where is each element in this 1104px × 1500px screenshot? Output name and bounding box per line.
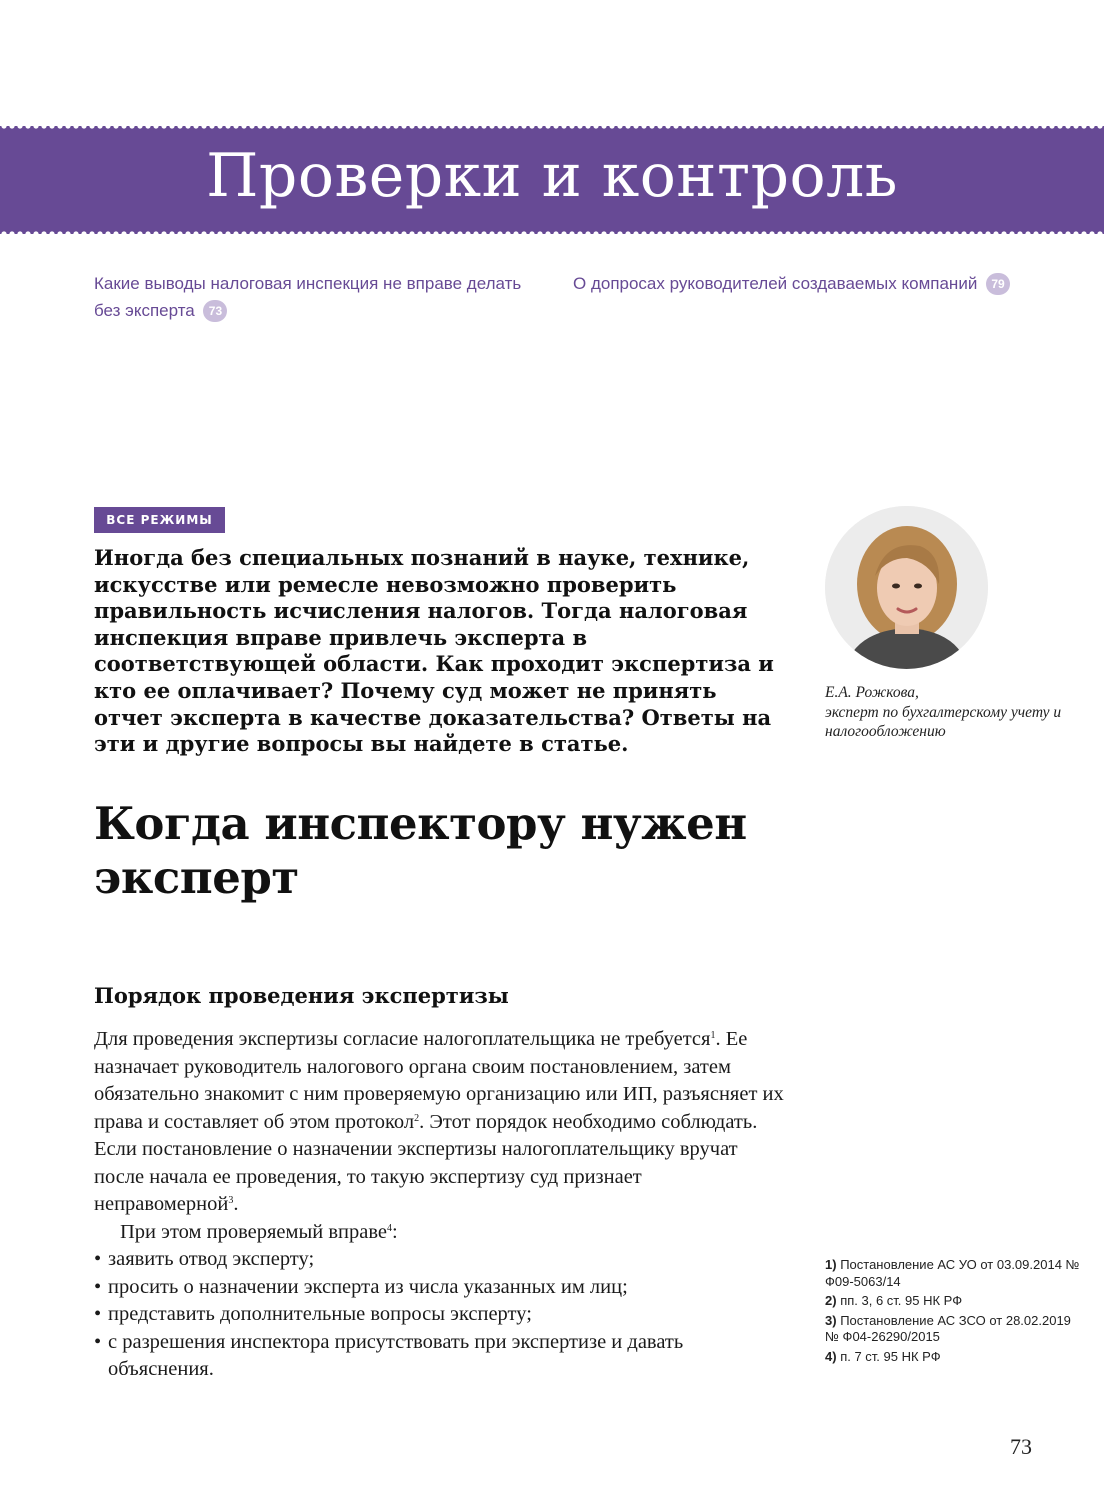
footnote-text: п. 7 ст. 95 НК РФ [840,1348,941,1364]
article-body [94,1026,784,1384]
list-item: • заявить отвод эксперту; [94,1246,784,1274]
footnote [825,1349,1085,1366]
article-headline: Когда инспектору нужен эксперт [94,797,747,904]
footnote-ref[interactable]: 3 [228,1195,234,1206]
author-role: эксперт по бухгалтерскому учету и налогообложению [825,703,1062,740]
page-badge: 79 [986,273,1010,295]
footnote-number: 1) [825,1257,837,1272]
author-portrait-icon [825,506,988,669]
toc-item-text: О допросах руководителей создаваемых компаний [573,274,978,293]
section-subheading: Порядок проведения экспертизы [94,983,509,1008]
author-photo [825,506,988,669]
footnote-number: 3) [825,1312,837,1328]
footnote [825,1293,1085,1310]
section-banner [0,126,1104,234]
banner-scallop-top [0,126,1104,130]
footnote-ref[interactable]: 1 [710,1030,716,1041]
text-run: При этом проверяемый вправе [120,1220,388,1243]
footnote-text: Постановление АС УО от 03.09.2014 № Ф09-5063/14 [825,1257,1080,1289]
list-item: • просить о назначении эксперта из числа указанных им лиц; [94,1274,784,1302]
text-run: Для проведения экспертизы согласие налогоплательщика не требуется [94,1028,711,1050]
page-number: 73 [1010,1434,1032,1459]
list-item: • представить дополнительные вопросы эксперту; [94,1301,784,1329]
text-run: . [233,1193,239,1215]
regime-tag: ВСЕ РЕЖИМЫ [94,507,225,533]
footnote-number: 2) [825,1293,837,1308]
section-title: Проверки и контроль [206,141,898,211]
author-name: Е.А. Рожкова, [825,684,919,701]
toc-item[interactable] [573,270,1033,297]
list-item: • с разрешения инспектора присутствовать при экспертизе и давать объяснения. [94,1329,784,1384]
rights-list [94,1246,784,1384]
toc-item-text: Какие выводы налоговая инспекция не вправе делать без эксперта [94,274,522,320]
footnote-number: 4) [825,1348,837,1364]
author-caption [825,683,1065,742]
footnote-text: Постановление АС ЗСО от 28.02.2019 № Ф04-26290/2015 [825,1312,1071,1344]
footnote [825,1257,1085,1290]
text-run: : [392,1220,398,1243]
body-paragraph [94,1219,784,1247]
toc-item[interactable] [94,270,524,324]
body-paragraph [94,1026,784,1219]
footnote-ref[interactable]: 2 [414,1112,420,1124]
text-run: . Этот порядок необходимо соблюдать. Если постановление о назначении экспертизы налогоплательщику вручат после начала ее проведения, то такую экспертизу суд признает неправомерной [94,1110,758,1215]
text-run: . Ее назначает руководитель налогового органа своим постановлением, затем обязательно знакомит с ним проверяемую организацию или ИП, разъясняет их права и составляет об этом протокол [94,1028,784,1133]
footnote [825,1313,1085,1346]
banner-scallop-bottom [0,230,1104,234]
footnote-ref[interactable]: 4 [387,1222,393,1234]
lead-paragraph: Иногда без специальных познаний в науке, технике, искусстве или ремесле невозможно проверить правильность исчисления налогов. Тогда налоговая инспекция вправе привлечь эксперта в соответствующей области. Как проходит экспертиза и кто ее оплачивает? Почему суд может не принять отчет эксперта в качестве доказательства? Ответы на эти и другие вопросы вы найдете в статье. [94,545,774,757]
footnote-text: пп. 3, 6 ст. 95 НК РФ [840,1293,963,1308]
page-badge: 73 [203,300,227,322]
footnotes [825,1257,1085,1368]
